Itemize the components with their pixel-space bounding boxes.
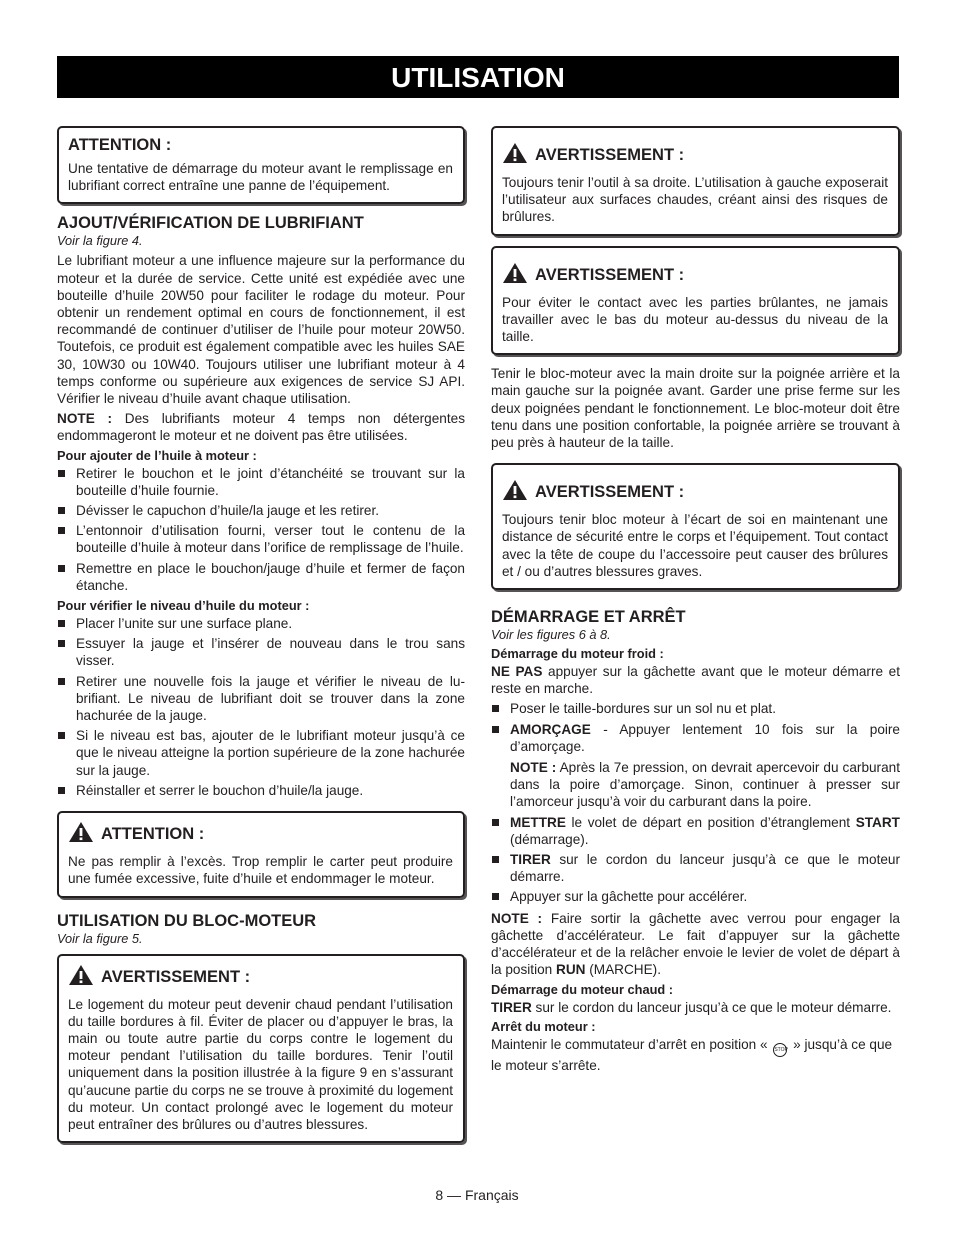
section-heading-start-stop: DÉMARRAGE ET ARRÊT — [491, 608, 686, 627]
box-title-row — [502, 479, 888, 506]
list-item: L’entonnoir d’utilisation fourni, verser tout le contenu de la bouteille d’huile à moteur dans l’orifice de remplissage de l’huile. — [57, 522, 465, 556]
warning-box-distance — [491, 463, 900, 590]
warning-box-right-side — [491, 126, 900, 236]
right-column — [491, 126, 900, 1077]
text: sur le cordon du lanceur jusqu’à ce que le moteur démarre. — [531, 999, 892, 1015]
text: - Appuyer lentement 10 fois sur la poire d’amorçage. — [510, 721, 900, 754]
page-footer: 8 — Français — [435, 1187, 519, 1203]
bold-label: TIRER — [491, 999, 532, 1015]
check-oil-list — [57, 615, 465, 799]
box-title-row — [68, 821, 453, 848]
box-title-row — [502, 142, 888, 169]
list-item — [491, 721, 900, 755]
add-oil-list — [57, 465, 465, 594]
box-text: Ne pas remplir à l’excès. Trop remplir le carter peut produire une fumée excessive, fuite d’huile et endommager le moteur. — [68, 854, 453, 887]
warning-triangle-icon — [68, 964, 94, 991]
warning-triangle-icon — [502, 262, 528, 289]
paragraph — [491, 1036, 900, 1074]
note-text: Après la 7e pression, on devrait apercevoir du carburant dans la poire d’amorçage. Sinon, continuer à presser sur l’amorceur jusqu’à voir du carburant dans la poire. — [510, 760, 900, 810]
list-item: Retirer le bouchon et le joint d’étanchéité se trouvant sur la bouteille d’huile fournie. — [57, 465, 465, 499]
bold-label: START — [855, 814, 900, 830]
note-label: NOTE : — [510, 760, 557, 776]
paragraph — [491, 663, 900, 697]
box-text: Le logement du moteur peut devenir chaud pendant l’utilisation du taille bordures à fil. Éviter de placer ou d’appuyer le bras, la main ou toute autre partie du corps contre le logement du moteur pendant l’utilisation du taille bordures. Tenir l’outil uniquement dans la position illustrée à la figure 9 en s’assurant qu’aucune partie du corps ne se trouve à proximité du logement du moteur. Un contact prolongé avec le logement du moteur peut entraîner des brûlures ou d’autres blessures. — [68, 996, 453, 1132]
cold-start-list-2 — [491, 814, 900, 906]
note-text: Faire sortir la gâchette avec verrou pour engager la gâchette d’accélérateur. Le fait d’appuyer sur la gâchette d’accélérateur et de la relâcher envoie le levier de volet de départ à la position — [491, 910, 900, 978]
box-title: AVERTISSEMENT : — [535, 146, 685, 164]
attention-box-lubricant — [57, 126, 465, 204]
list-item: Placer l’unite sur une surface plane. — [57, 615, 465, 632]
box-title: ATTENTION : — [101, 825, 205, 844]
bold-label: METTRE — [510, 814, 566, 830]
bold-label: NE PAS — [491, 664, 543, 680]
stop-icon: STOP — [773, 1043, 787, 1057]
paragraph-hold-engine: Tenir le bloc-moteur avec la main droite sur la poignée arrière et la main gauche sur la poignée avant. Garder une prise ferme sur les deux poignées pendant le fonctionnement. Le bloc-moteur doit être tenu dans une position confortable, la poignée arrière se trouvant à peu près à hauteur de la taille. — [491, 366, 900, 451]
note-text: Des lubrifiants moteur 4 temps non détergentes endommageront le moteur et ne doivent pas être utilisées. — [57, 411, 465, 444]
warning-box-hot-parts — [491, 246, 900, 356]
box-title-row — [502, 262, 888, 289]
box-text: Toujours tenir l’outil à sa droite. L’utilisation à gauche exposerait l’utilisateur aux surfaces chaudes, créant ainsi des risques de brûlures. — [502, 175, 888, 225]
note-label: NOTE : — [57, 411, 113, 427]
subheading-check-oil: Pour vérifier le niveau d’huile du moteur : — [57, 598, 310, 614]
left-column — [57, 126, 465, 1153]
text: (MARCHE). — [585, 962, 661, 978]
attention-box-overfill — [57, 811, 465, 897]
list-item: Essuyer la jauge et l’insérer de nouveau dans le trou sans visser. — [57, 635, 465, 669]
list-item: Remettre en place le bouchon/jauge d’huile et fermer de façon étanche. — [57, 560, 465, 594]
subheading-hot-start: Démarrage du moteur chaud : — [491, 981, 674, 997]
box-text: Pour éviter le contact avec les parties brûlantes, ne jamais travailler avec le bas du moteur au-dessus du niveau de la taille. — [502, 294, 888, 345]
list-item: Dévisser le capuchon d’huile/la jauge et les retirer. — [57, 502, 465, 519]
list-item — [491, 814, 900, 848]
figure-reference: Voir la figure 5. — [57, 930, 143, 946]
text: (démarrage). — [510, 831, 589, 847]
text: sur le cordon du lanceur jusqu’à ce que le moteur démarre. — [510, 852, 900, 885]
note-label: NOTE : — [491, 910, 543, 926]
page-title: UTILISATION — [57, 56, 899, 98]
section-heading-lubricant: AJOUT/VÉRIFICATION DE LUBRIFIANT — [57, 214, 364, 233]
list-item — [491, 851, 900, 885]
note-paragraph — [491, 910, 900, 979]
figure-reference: Voir la figure 4. — [57, 233, 143, 249]
list-item: Réinstaller et serrer le bouchon d’huile/la jauge. — [57, 782, 465, 799]
bold-label: AMORÇAGE — [510, 721, 591, 737]
paragraph: Le lubrifiant moteur a une influence majeure sur la performance du moteur et la durée de service. Cette unité est expédiée avec une bouteille d’huile 20W50 pour faciliter le rodage du moteur. Pour obtenir un rendement optimal en cours de fonctionnement, il est recommandé de continuer d’utiliser de l’huile pour moteur 20W50. Toutefois, ce produit est également compatible avec les huiles SAE 30, 10W30 ou 10W40. Toujours utiliser une lubrifiant moteur à 4 temps conforme ou supérieure aux exigences de service SJ API. Vérifier le niveau d’huile avant chaque utilisation. — [57, 253, 465, 407]
subheading-stop: Arrêt du moteur : — [491, 1018, 596, 1034]
paragraph — [491, 999, 900, 1016]
section-heading-engine-block: UTILISATION DU BLOC-MOTEUR — [57, 911, 317, 930]
warning-triangle-icon — [502, 142, 528, 169]
list-item: Appuyer sur la gâchette pour accélérer. — [491, 888, 900, 905]
box-title: AVERTISSEMENT : — [535, 483, 685, 502]
text: appuyer sur la gâchette avant que le moteur démarre et reste en marche. — [491, 664, 900, 697]
text: le volet de départ en position d’étranglement — [565, 814, 856, 830]
bold-label: TIRER — [510, 852, 551, 868]
box-title: AVERTISSEMENT : — [101, 967, 251, 986]
text: » jusqu’à ce que le moteur s’arrête. — [491, 1036, 893, 1073]
warning-triangle-icon — [502, 479, 528, 506]
warning-box-hot-housing — [57, 954, 465, 1144]
list-item: Poser le taille-bordures sur un sol nu et plat. — [491, 700, 900, 717]
list-item: Si le niveau est bas, ajouter de le lubrifiant moteur jusqu’à ce que le niveau atteigne la portion supérieure de la zone hachurée sur la jauge. — [57, 727, 465, 779]
cold-start-list — [491, 700, 900, 755]
box-title: ATTENTION : — [68, 136, 172, 154]
box-title: AVERTISSEMENT : — [535, 265, 685, 284]
note-paragraph — [491, 759, 900, 811]
subheading-add-oil: Pour ajouter de l’huile à moteur : — [57, 447, 257, 463]
figure-reference: Voir les figures 6 à 8. — [491, 627, 611, 643]
text: Maintenir le commutateur d’arrêt en position « — [491, 1036, 772, 1052]
note-paragraph — [57, 410, 465, 444]
box-text: Toujours tenir bloc moteur à l’écart de soi en maintenant une distance de sécurité entre le corps et l’équipement. Tout contact avec la tête de coupe du l’accessoire peut causer des brûlures et / ou d’autres blessures graves. — [502, 512, 888, 579]
warning-triangle-icon — [68, 821, 94, 848]
list-item: Retirer une nouvelle fois la jauge et vérifier le niveau de lu-brifiant. Le niveau de lubrifiant doit se trouver dans la zone hachurée de la jauge. — [57, 673, 465, 725]
bold-label: RUN — [556, 962, 586, 978]
subheading-cold-start: Démarrage du moteur froid : — [491, 646, 664, 662]
box-text: Une tentative de démarrage du moteur avant le remplissage en lubrifiant correct entraîne une panne de l’équipement. — [68, 161, 453, 194]
box-title-row — [68, 964, 453, 991]
